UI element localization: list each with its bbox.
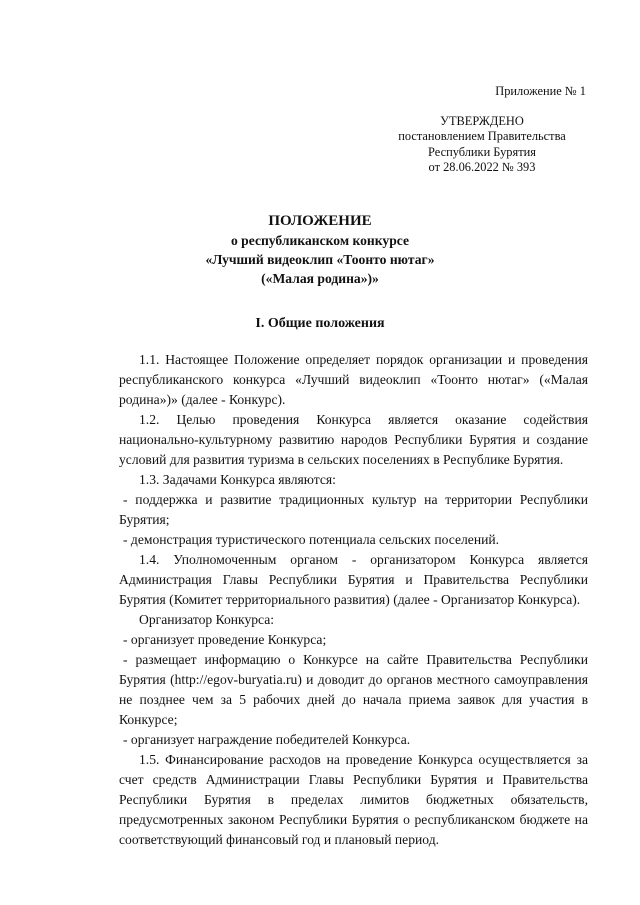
appendix-label: Приложение № 1: [495, 84, 586, 98]
approval-block: [372, 84, 592, 176]
approval-date: от 28.06.2022 № 393: [428, 160, 536, 174]
section-heading: I. Общие положения: [255, 316, 385, 331]
list-item: - организует награждение победителей Конкурса.: [123, 732, 411, 747]
approved-by-line1: постановлением Правительства: [398, 129, 566, 143]
organizer-intro: Организатор Конкурса:: [139, 612, 275, 627]
paragraph-1-1: 1.1. Настоящее Положение определяет порядок организации и проведения республиканского конкурса «Лучший видеоклип «Тоонто нютаг» («Малая родина»)» (далее - Конкурс).: [119, 352, 588, 407]
title-line3: («Малая родина»)»: [261, 271, 379, 286]
approved-label: УТВЕРЖДЕНО: [440, 113, 524, 128]
document-title: [60, 212, 580, 288]
title-main: ПОЛОЖЕНИЕ: [268, 213, 372, 229]
list-item: - поддержка и развитие традиционных культур на территории Республики Бурятия;: [119, 492, 588, 527]
paragraph-1-4: 1.4. Уполномоченным органом - организатором Конкурса является Администрация Главы Республики Бурятия и Правительства Республики Бурятия (Комитет территориального развития) (далее - Организатор Конкурса).: [119, 552, 588, 607]
list-item: - организует проведение Конкурса;: [123, 632, 327, 647]
paragraph-1-3: 1.3. Задачами Конкурса являются:: [139, 472, 336, 487]
title-line1: о республиканском конкурсе: [230, 233, 409, 248]
approved-by-line2: Республики Бурятия: [428, 144, 536, 159]
list-item: - демонстрация туристического потенциала сельских поселений.: [123, 532, 500, 547]
paragraph-1-2: 1.2. Целью проведения Конкурса является оказание содействия национально-культурному развитию народов Республики Бурятия и создание условий для развития туризма в сельских поселениях в Республике Бурятия.: [119, 412, 588, 467]
section-body: [119, 350, 588, 850]
title-line2: «Лучший видеоклип «Тоонто нютаг»: [205, 252, 435, 267]
list-item: - размещает информацию о Конкурсе на сайте Правительства Республики Бурятия (http://egov-buryatia.ru) и доводит до органов местного самоуправления не позднее чем за 5 рабочих дней до начала приема заявок для участия в Конкурсе;: [119, 652, 588, 727]
paragraph-1-5: 1.5. Финансирование расходов на проведение Конкурса осуществляется за счет средств Администрации Главы Республики Бурятия и Правительства Республики Бурятия в пределах лимитов бюджетных обязательств, предусмотренных законом Республики Бурятия о республиканском бюджете на соответствующий финансовый год и плановый период.: [119, 752, 588, 847]
